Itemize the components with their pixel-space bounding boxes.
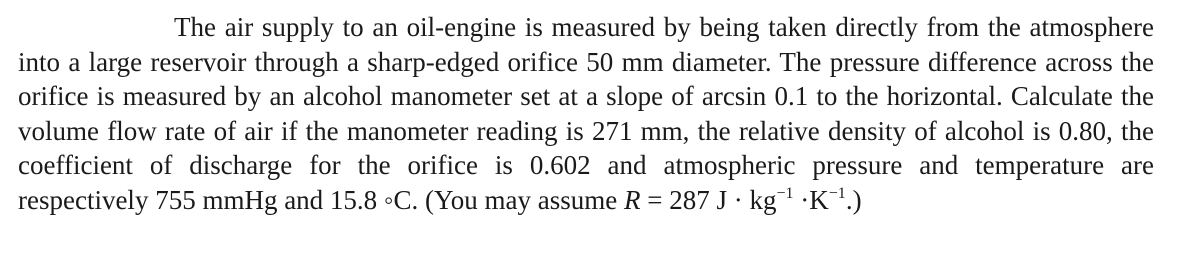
problem-statement	[18, 10, 1154, 217]
closing-text: .)	[845, 184, 862, 215]
gas-constant-value: = 287 J · kg	[640, 184, 777, 215]
gas-constant-symbol: R	[624, 184, 641, 215]
kg-exponent: −1	[776, 184, 794, 202]
kelvin-unit: ·K	[793, 184, 829, 215]
problem-text: The air supply to an oil-engine is measured by being taken directly from the atmosphere into a large reservoir through a sharp-edged orifice 50 mm diameter. The pressure difference across the orifice is measured by an alcohol manometer set at a slope of arcsin 0.1 to the horizontal. Calculate the volume flow rate of air if the manometer reading is 271 mm, the relative density of alcohol is 0.80, the coefficient of discharge for the orifice is 0.602 and atmospheric pressure and temperature are respectively 755 mmHg and 15.8 ◦C. (You may assume	[18, 12, 1154, 215]
kelvin-exponent: −1	[828, 184, 846, 202]
